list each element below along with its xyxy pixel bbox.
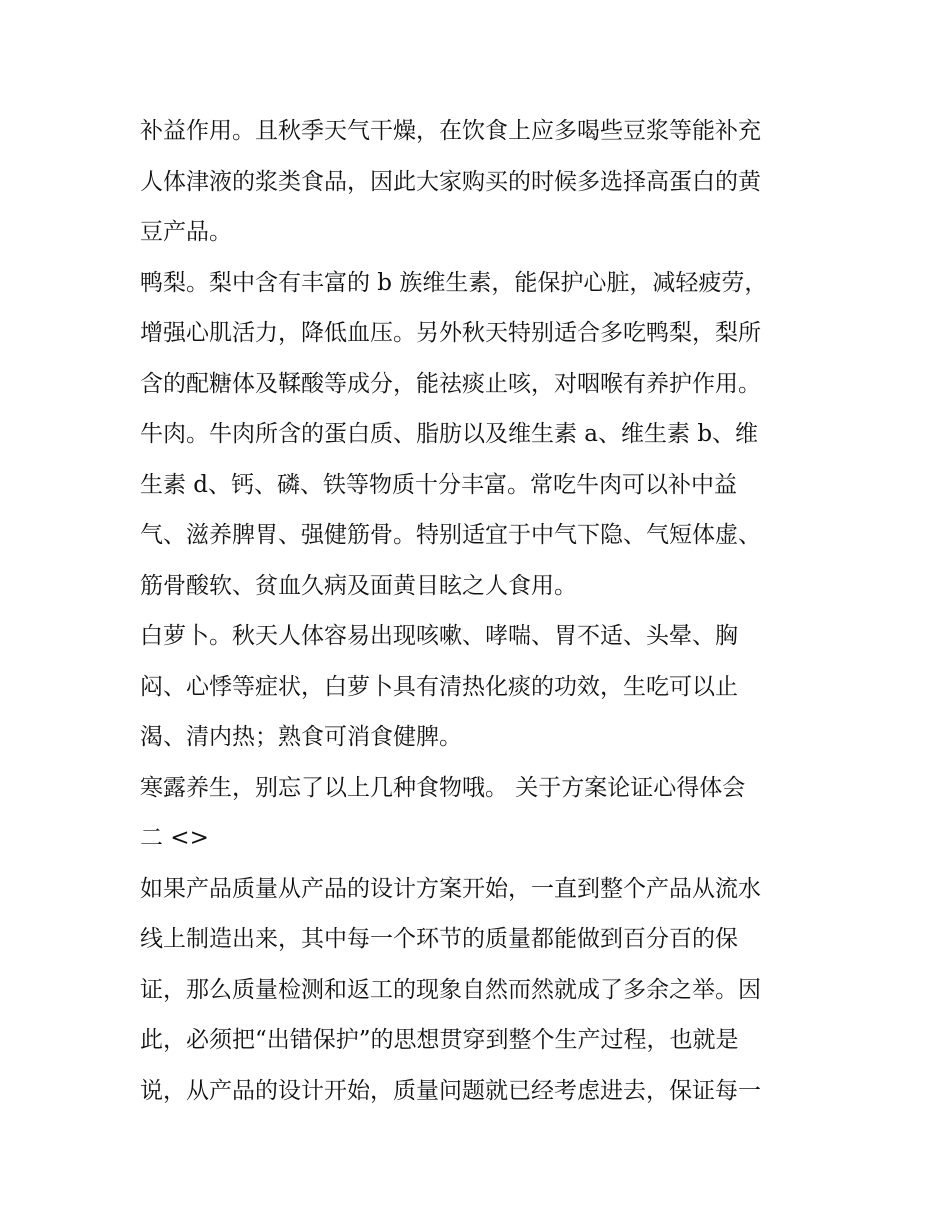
text-line: 渴、清内热；熟食可消食健脾。 [140,724,462,750]
text-line: 闷、心悸等症状，白萝卜具有清热化痰的功效，生吃可以止 [140,673,738,700]
text-line: 牛肉。牛肉所含的蛋白质、脂肪以及维生素 a、维生素 b、维 [140,421,759,447]
text-line: 二 <> [140,825,209,851]
text-line: 说，从产品的设计开始，质量问题就已经考虑进去，保证每一 [140,1077,761,1104]
text-line: 增强心肌活力，降低血压。另外秋天特别适合多吃鸭梨，梨所 [140,320,761,346]
text-line: 筋骨酸软、贫血久病及面黄目眩之人食用。 [140,572,577,599]
text-line: 豆产品。 [140,219,232,245]
text-line: 如果产品质量从产品的设计方案开始，一直到整个产品从流水 [140,875,761,902]
text-line: 白萝卜。秋天人体容易出现咳嗽、哮喘、胃不适、头晕、胸 [140,623,738,649]
text-line: 鸭梨。梨中含有丰富的 b 族维生素，能保护心脏，减轻疲劳， [140,269,768,296]
text-line: 气、滋养脾胃、强健筋骨。特别适宜于中气下隐、气短体虚、 [140,522,761,548]
text-line: 人体津液的浆类食品，因此大家购买的时候多选择高蛋白的黄 [140,168,761,195]
text-line: 此，必须把“出错保护”的思想贯穿到整个生产过程，也就是 [140,1027,739,1053]
text-line: 证，那么质量检测和返工的现象自然而然就成了多余之举。因 [140,976,761,1003]
text-line: 生素 d、钙、磷、铁等物质十分丰富。常吃牛肉可以补中益 [140,471,738,498]
text-line: 线上制造出来，其中每一个环节的质量都能做到百分百的保 [140,926,738,952]
text-line: 寒露养生，别忘了以上几种食物哦。 关于方案论证心得体会 [140,774,746,801]
text-line: 含的配糖体及鞣酸等成分，能祛痰止咳，对咽喉有养护作用。 [140,370,761,397]
document-body [140,106,820,1116]
text-line: 补益作用。且秋季天气干燥，在饮食上应多喝些豆浆等能补充 [140,118,761,144]
